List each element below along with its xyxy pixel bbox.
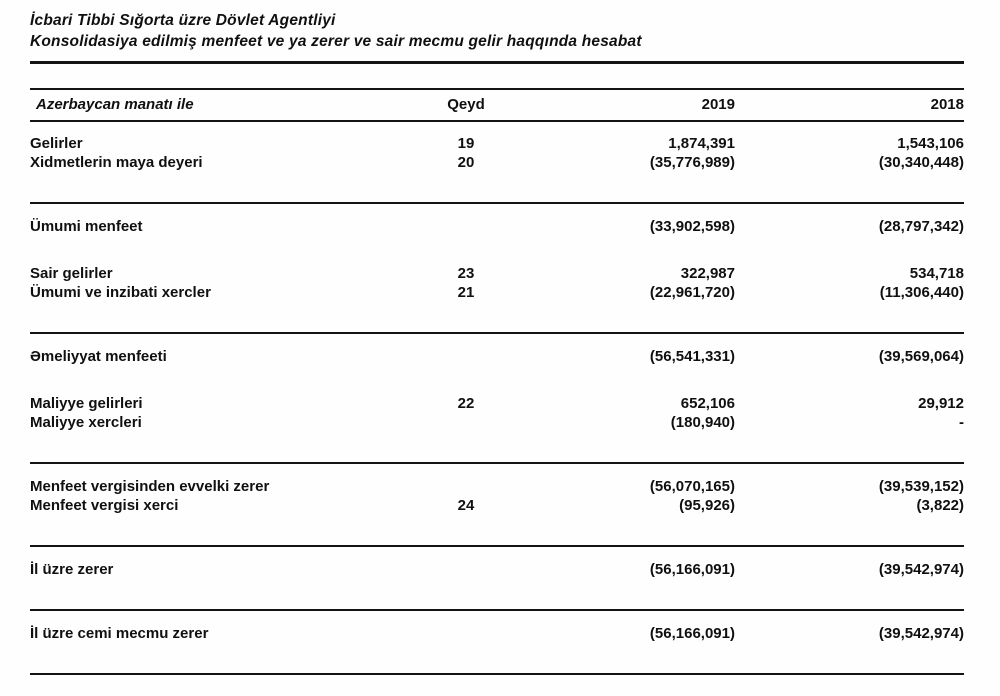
row-value-2019: (22,961,720) (649, 284, 735, 301)
row-value-2019: 1,874,391 (668, 135, 735, 152)
section-divider (30, 332, 964, 334)
row-value-2018: (39,542,974) (878, 625, 964, 642)
row-label: Xidmetlerin maya deyeri (30, 154, 203, 171)
row-value-2019: 652,106 (680, 395, 735, 412)
row-value-2018: 1,543,106 (897, 135, 964, 152)
row-value-2018: (30,340,448) (878, 154, 964, 171)
row-value-2018: (39,542,974) (878, 561, 964, 578)
statement-row (30, 413, 964, 432)
document-title: İcbari Tibbi Sığorta üzre Dövlet Agentliyi (30, 12, 336, 29)
column-header-2018: 2018 (930, 96, 964, 113)
statement-row (30, 283, 964, 302)
row-value-2019: (56,166,091) (649, 625, 735, 642)
row-note: 19 (457, 135, 475, 152)
column-header-currency: Azerbaycan manatı ile (36, 96, 194, 113)
total-row (30, 624, 964, 643)
table-header-row (30, 88, 964, 122)
section-divider (30, 545, 964, 547)
section-divider (30, 202, 964, 204)
row-value-2019: (33,902,598) (649, 218, 735, 235)
row-value-2018: - (959, 414, 964, 431)
title-divider (30, 61, 964, 64)
row-label: Maliyye xercleri (30, 414, 142, 431)
row-note: 20 (457, 154, 475, 171)
row-label: Əmeliyyat menfeeti (30, 348, 167, 365)
row-value-2018: (3,822) (916, 497, 964, 514)
row-value-2018: (39,569,064) (878, 348, 964, 365)
row-value-2019: (35,776,989) (649, 154, 735, 171)
row-value-2019: (180,940) (670, 414, 735, 431)
row-note: 22 (457, 395, 475, 412)
document-header (30, 10, 964, 52)
section-divider (30, 673, 964, 675)
row-note: 21 (457, 284, 475, 301)
row-note: 24 (457, 497, 475, 514)
statement-row (30, 496, 964, 515)
total-row (30, 477, 964, 496)
section-divider (30, 462, 964, 464)
row-label: Maliyye gelirleri (30, 395, 143, 412)
row-value-2019: (56,166,091) (649, 561, 735, 578)
row-value-2018: 29,912 (918, 395, 964, 412)
statement-row (30, 134, 964, 153)
statement-row (30, 394, 964, 413)
row-value-2019: (95,926) (679, 497, 735, 514)
row-value-2019: (56,070,165) (649, 478, 735, 495)
row-value-2019: (56,541,331) (649, 348, 735, 365)
row-label: İl üzre zerer (30, 561, 114, 578)
row-value-2018: (39,539,152) (878, 478, 964, 495)
total-row (30, 560, 964, 579)
statement-row (30, 153, 964, 172)
row-note: 23 (457, 265, 475, 282)
row-label: Menfeet vergisinden evvelki zerer (30, 478, 270, 495)
column-header-note: Qeyd (447, 96, 485, 113)
row-value-2019: 322,987 (680, 265, 735, 282)
statement-row (30, 264, 964, 283)
total-row (30, 217, 964, 236)
row-label: Gelirler (30, 135, 83, 152)
row-value-2018: 534,718 (909, 265, 964, 282)
document-subtitle: Konsolidasiya edilmiş menfeet ve ya zerer ve sair mecmu gelir haqqında hesabat (30, 33, 642, 50)
row-label: Ümumi ve inzibati xercler (30, 284, 211, 301)
column-header-2019: 2019 (701, 96, 735, 113)
row-value-2018: (28,797,342) (878, 218, 964, 235)
total-row (30, 347, 964, 366)
row-value-2018: (11,306,440) (879, 284, 964, 301)
row-label: İl üzre cemi mecmu zerer (30, 625, 209, 642)
statement-body (30, 122, 964, 675)
row-label: Menfeet vergisi xerci (30, 497, 179, 514)
section-divider (30, 609, 964, 611)
row-label: Ümumi menfeet (30, 218, 143, 235)
row-label: Sair gelirler (30, 265, 113, 282)
